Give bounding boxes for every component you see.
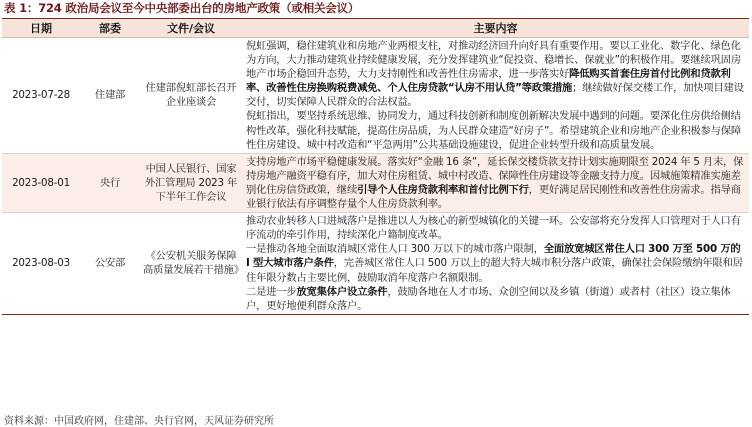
table-row (2, 153, 749, 212)
policy-table (2, 18, 749, 315)
content-text: 推动农业转移人口进城落户是推进以人为核心的新型城镇化的关键一环。公安部将充分发挥人口管理对于人口有序流动的牵引作用，持续深化户籍制度改革。 (246, 215, 741, 242)
content-text: ，更好满足居民刚性和改善性住房需求。指导商业银行依法有序调整存量个人住房贷款利率。 (246, 183, 741, 211)
content-text: 倪虹指出，要坚持系统思维、协同发力，通过科技创新和制度创新解决发展中遇到的问题。要深化住房供给侧结构性改革，强化科技赋能，提高住房品质，为人民群众建造“好房子”。希望建筑企业和房地产企业积极参与保障性住房建设、城中村改造和“平急两用”公共基础设施建设，促进企业转型升级和高质量发展。 (246, 110, 741, 151)
content-text: ，完善城区常住人口 500 万以上的超大特大城市积分落户政策，确保社会保险缴纳年限和居住年限分数占主要比例，鼓励取消年度落户名额限制。 (246, 257, 743, 284)
emphasis-text: 全面放宽城区常住人口 300 万至 500 万的 I 型大城市落户条件 (246, 243, 741, 270)
content-text: 支持房地产市场平稳健康发展。落实好“金融 16 条”，延长保交楼贷款支持计划实施期限至 2024 年 5 月末，保持房地产融资平稳有序，加大对住房租赁、城中村改造、保障性住房建设等金融支持力度。因城施策精准实施差别化住房信贷政策，继续 (246, 155, 744, 196)
header-dept: 部委 (80, 19, 140, 38)
content-text: ，鼓励各地在人才市场、众创空间以及乡镇（街道）或者村（社区）设立集体户，更好地便利群众落户。 (246, 285, 731, 312)
row-content (242, 153, 749, 212)
header-row (2, 19, 749, 38)
emphasis-text: 引导个人住房贷款利率和首付比例下行 (357, 183, 529, 196)
table-title: 表 1：724 政治局会议至今中央部委出台的房地产政策（或相关会议） (4, 1, 360, 15)
content-paragraph (246, 214, 747, 242)
content-text: 二是进一步 (246, 285, 297, 298)
row-doc: 中国人民银行、国家外汇管理局 2023 年下半年工作会议 (140, 153, 242, 212)
header-content: 主要内容 (242, 19, 749, 38)
table-row (2, 213, 749, 315)
row-dept: 央行 (80, 153, 140, 212)
content-text: 倪虹强调，稳住建筑业和房地产业两根支柱，对推动经济回升向好具有重要作用。要以工业化、数字化、绿色化为方向，大力推动建筑业持续健康发展，充分发挥建筑业“促投资、稳增长、保就业”的积极作用。要继续巩固房地产市场企稳回升态势，大力支持刚性和改善性住房需求，进一步落实好 (246, 40, 741, 81)
header-date: 日期 (2, 19, 80, 38)
row-doc: 住建部倪虹部长召开企业座谈会 (140, 38, 242, 154)
row-date: 2023-08-01 (2, 153, 80, 212)
content-text: 一是推动各地全面取消城区常住人口 300 万以下的城市落户限制， (246, 243, 544, 256)
content-paragraph (246, 155, 747, 211)
content-paragraph (246, 242, 747, 284)
content-text: ；继续做好保交楼工作，加快项目建设交付，切实保障人民群众的合法权益。 (246, 82, 744, 109)
row-dept: 住建部 (80, 38, 140, 154)
row-doc: 《公安机关服务保障高质量发展若干措施》 (140, 213, 242, 315)
row-content (242, 38, 749, 154)
row-date: 2023-08-03 (2, 213, 80, 315)
row-content (242, 213, 749, 315)
header-doc: 文件/会议 (140, 19, 242, 38)
table-row (2, 38, 749, 154)
row-date: 2023-07-28 (2, 38, 80, 154)
row-dept: 公安部 (80, 213, 140, 315)
content-paragraph (246, 109, 747, 151)
emphasis-text: 放宽集体户设立条件 (296, 285, 388, 298)
content-paragraph (246, 285, 747, 313)
content-paragraph (246, 39, 747, 109)
source-note: 资料来源：中国政府网，住建部、央行官网，天风证券研究所 (4, 416, 274, 427)
emphasis-text: 降低购买首套住房首付比例和贷款利率、改善性住房换购税费减免、个人住房贷款“认房不用认贷”等政策措施 (246, 68, 731, 95)
